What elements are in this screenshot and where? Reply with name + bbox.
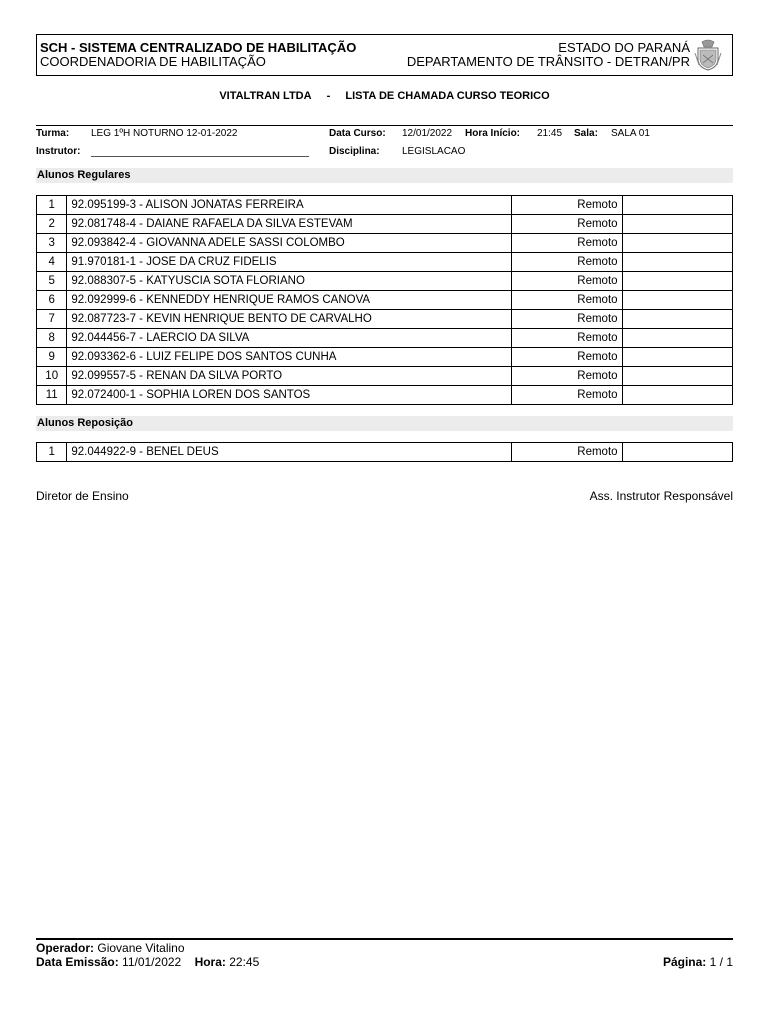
table-row bbox=[37, 253, 733, 272]
signature-cell bbox=[622, 386, 732, 405]
table-row bbox=[37, 329, 733, 348]
hora-inicio-value: 21:45 bbox=[537, 128, 563, 139]
title-separator: - bbox=[326, 90, 331, 102]
table-row bbox=[37, 310, 733, 329]
section-heading: Alunos Reposição bbox=[37, 417, 133, 429]
attendance-mode: Remoto bbox=[512, 329, 622, 348]
list-title: LISTA DE CHAMADA CURSO TEORICO bbox=[345, 90, 550, 102]
document-page bbox=[36, 34, 733, 984]
attendance-mode: Remoto bbox=[512, 310, 622, 329]
table-row bbox=[37, 443, 733, 462]
signature-cell bbox=[622, 348, 732, 367]
data-curso-value: 12/01/2022 bbox=[402, 128, 453, 139]
student-name: 92.044922-9 - BENEL DEUS bbox=[67, 443, 512, 462]
attendance-mode: Remoto bbox=[512, 196, 622, 215]
student-name: 92.087723-7 - KEVIN HENRIQUE BENTO DE CARVALHO bbox=[67, 310, 512, 329]
header-rule bbox=[36, 125, 733, 126]
row-number: 2 bbox=[37, 215, 67, 234]
emissao-label: Data Emissão: bbox=[36, 955, 119, 969]
student-name: 92.092999-6 - KENNEDDY HENRIQUE RAMOS CANOVA bbox=[67, 291, 512, 310]
instrutor-label: Instrutor: bbox=[36, 146, 81, 157]
section-alunos-reposicao bbox=[36, 416, 733, 431]
section-heading: Alunos Regulares bbox=[37, 169, 131, 181]
attendance-mode: Remoto bbox=[512, 367, 622, 386]
instrutor-blank-line bbox=[91, 156, 309, 157]
table-row bbox=[37, 196, 733, 215]
signature-cell bbox=[622, 215, 732, 234]
table-row bbox=[37, 386, 733, 405]
signature-cell bbox=[622, 367, 732, 386]
signature-cell bbox=[622, 329, 732, 348]
department-left: COORDENADORIA DE HABILITAÇÃO bbox=[40, 54, 266, 69]
table-row bbox=[37, 215, 733, 234]
parana-coat-of-arms-icon bbox=[694, 39, 722, 71]
operador-line bbox=[36, 941, 185, 955]
attendance-mode: Remoto bbox=[512, 348, 622, 367]
table-row bbox=[37, 272, 733, 291]
state-name: ESTADO DO PARANÁ bbox=[558, 40, 690, 55]
emissao-line bbox=[36, 955, 259, 969]
attendance-mode: Remoto bbox=[512, 215, 622, 234]
attendance-mode: Remoto bbox=[512, 386, 622, 405]
student-name: 92.095199-3 - ALISON JONATAS FERREIRA bbox=[67, 196, 512, 215]
hora-label: Hora: bbox=[194, 955, 226, 969]
table-row bbox=[37, 291, 733, 310]
attendance-mode: Remoto bbox=[512, 272, 622, 291]
row-number: 3 bbox=[37, 234, 67, 253]
document-title bbox=[36, 90, 733, 102]
row-number: 5 bbox=[37, 272, 67, 291]
company-name: VITALTRAN LTDA bbox=[219, 90, 312, 102]
signature-cell bbox=[622, 310, 732, 329]
table-row bbox=[37, 234, 733, 253]
signature-cell bbox=[622, 253, 732, 272]
signature-diretor: Diretor de Ensino bbox=[36, 489, 129, 503]
signature-cell bbox=[622, 443, 732, 462]
signature-cell bbox=[622, 196, 732, 215]
row-number: 7 bbox=[37, 310, 67, 329]
turma-label: Turma: bbox=[36, 128, 70, 139]
signature-instrutor: Ass. Instrutor Responsável bbox=[589, 489, 733, 503]
sala-value: SALA 01 bbox=[611, 128, 650, 139]
student-name: 92.081748-4 - DAIANE RAFAELA DA SILVA ESTEVAM bbox=[67, 215, 512, 234]
reposicao-table bbox=[36, 442, 733, 462]
disciplina-value: LEGISLACAO bbox=[402, 146, 466, 157]
row-number: 10 bbox=[37, 367, 67, 386]
row-number: 4 bbox=[37, 253, 67, 272]
attendance-mode: Remoto bbox=[512, 291, 622, 310]
signature-cell bbox=[622, 291, 732, 310]
document-header bbox=[36, 34, 733, 76]
row-number: 1 bbox=[37, 196, 67, 215]
student-name: 92.093362-6 - LUIZ FELIPE DOS SANTOS CUNHA bbox=[67, 348, 512, 367]
pagina-label: Página: bbox=[662, 955, 707, 969]
footer-rule bbox=[36, 938, 733, 940]
table-row bbox=[37, 348, 733, 367]
data-curso-label: Data Curso: bbox=[329, 128, 386, 139]
operador-label: Operador: bbox=[36, 941, 95, 955]
student-name: 92.088307-5 - KATYUSCIA SOTA FLORIANO bbox=[67, 272, 512, 291]
department-right: DEPARTAMENTO DE TRÂNSITO - DETRAN/PR bbox=[406, 54, 690, 69]
emissao-value: 11/01/2022 bbox=[122, 955, 182, 969]
student-name: 92.072400-1 - SOPHIA LOREN DOS SANTOS bbox=[67, 386, 512, 405]
student-name: 92.099557-5 - RENAN DA SILVA PORTO bbox=[67, 367, 512, 386]
row-number: 6 bbox=[37, 291, 67, 310]
row-number: 11 bbox=[37, 386, 67, 405]
row-number: 8 bbox=[37, 329, 67, 348]
pagina-value: 1 / 1 bbox=[709, 955, 733, 969]
section-alunos-regulares bbox=[36, 168, 733, 183]
hora-inicio-label: Hora Início: bbox=[465, 128, 521, 139]
attendance-mode: Remoto bbox=[512, 253, 622, 272]
attendance-mode: Remoto bbox=[512, 443, 622, 462]
student-name: 91.970181-1 - JOSE DA CRUZ FIDELIS bbox=[67, 253, 512, 272]
operador-value: Giovane Vitalino bbox=[97, 941, 185, 955]
table-row bbox=[37, 367, 733, 386]
row-number: 9 bbox=[37, 348, 67, 367]
signature-cell bbox=[622, 272, 732, 291]
row-number: 1 bbox=[37, 443, 67, 462]
student-name: 92.093842-4 - GIOVANNA ADELE SASSI COLOMBO bbox=[67, 234, 512, 253]
attendance-mode: Remoto bbox=[512, 234, 622, 253]
hora-value: 22:45 bbox=[229, 955, 260, 969]
system-title: SCH - SISTEMA CENTRALIZADO DE HABILITAÇÃO bbox=[40, 40, 357, 55]
disciplina-label: Disciplina: bbox=[329, 146, 380, 157]
student-name: 92.044456-7 - LAERCIO DA SILVA bbox=[67, 329, 512, 348]
signature-cell bbox=[622, 234, 732, 253]
sala-label: Sala: bbox=[574, 128, 598, 139]
pagina-line bbox=[663, 955, 733, 969]
turma-value: LEG 1ºH NOTURNO 12-01-2022 bbox=[91, 128, 238, 139]
regulares-table bbox=[36, 195, 733, 405]
